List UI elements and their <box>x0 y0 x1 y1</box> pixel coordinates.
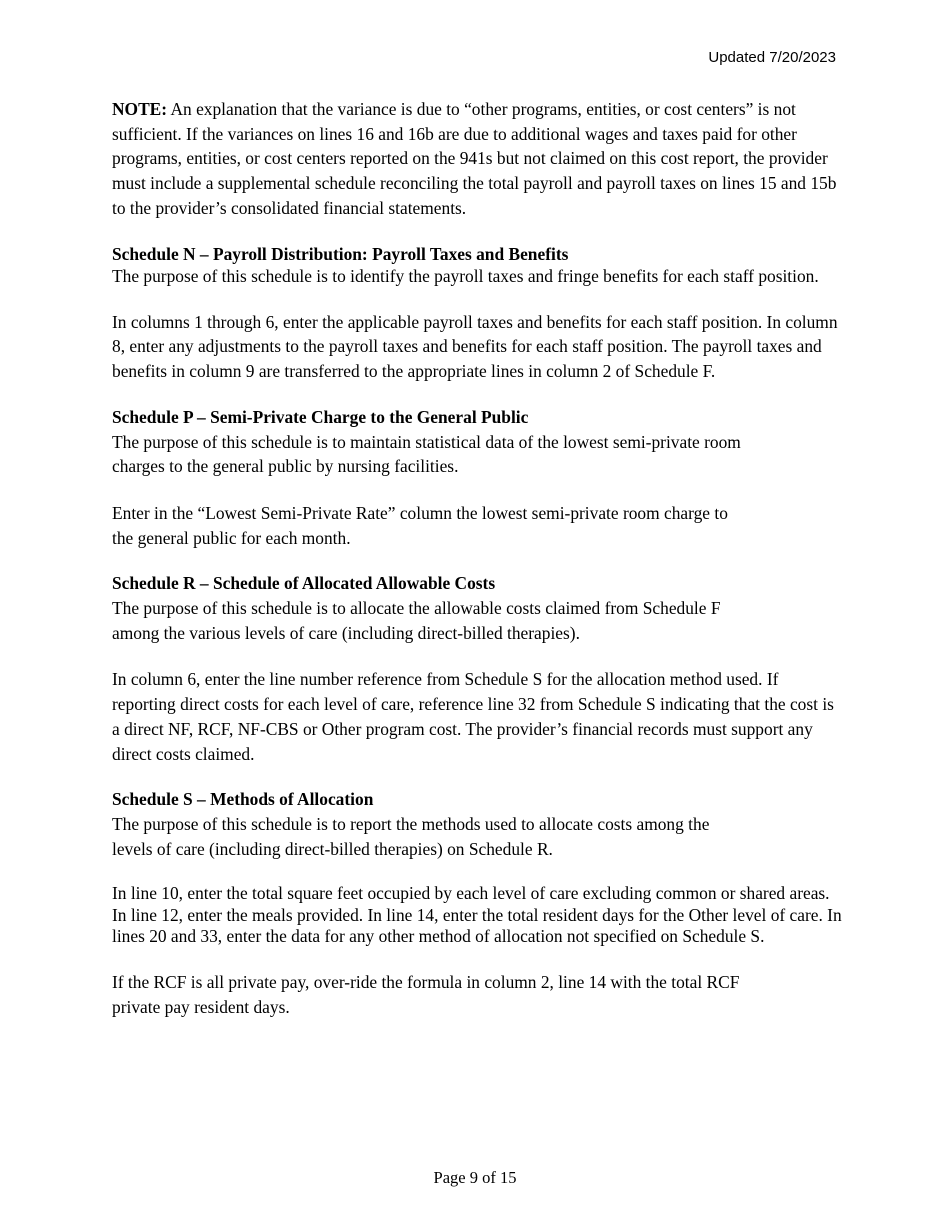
schedule-s-rcf-note <box>112 970 842 1019</box>
schedule-s-purpose-line-1: The purpose of this schedule is to report the methods used to allocate costs among the <box>112 813 710 834</box>
updated-date: Updated 7/20/2023 <box>708 49 836 66</box>
schedule-s-instructions: In line 10, enter the total square feet occupied by each level of care excluding common or shared areas. In line 12, enter the meals provided. In line 14, enter the total resident days for the Other level of care. In lines 20 and 33, enter the data for any other method of allocation not specified on Schedule S. <box>112 883 842 947</box>
schedule-s-rcf-line-1: If the RCF is all private pay, over-ride the formula in column 2, line 14 with the total RCF <box>112 971 740 992</box>
schedule-p-instructions-line-1: Enter in the “Lowest Semi-Private Rate” column the lowest semi-private room charge to <box>112 502 728 523</box>
document-body <box>112 97 842 1019</box>
schedule-s-purpose <box>112 812 842 861</box>
schedule-r-instructions: In column 6, enter the line number reference from Schedule S for the allocation method used. If reporting direct costs for each level of care, reference line 32 from Schedule S indicating that the cost is a direct NF, RCF, NF-CBS or Other program cost. The provider’s financial records must support any direct costs claimed. <box>112 669 834 764</box>
schedule-r-purpose <box>112 596 842 645</box>
schedule-n-instructions: In columns 1 through 6, enter the applicable payroll taxes and benefits for each staff position. In column 8, enter any adjustments to the payroll taxes and benefits for each staff position. The payroll taxes and benefits in column 9 are transferred to the appropriate lines in column 2 of Schedule F. <box>112 311 838 382</box>
schedule-p-heading: Schedule P – Semi-Private Charge to the General Public <box>112 406 529 427</box>
schedule-p-purpose-line-1: The purpose of this schedule is to maintain statistical data of the lowest semi-private room <box>112 431 741 452</box>
note-text: An explanation that the variance is due to “other programs, entities, or cost centers” is not sufficient. If the variances on lines 16 and 16b are due to additional wages and taxes paid for other programs, entities, or cost centers reported on the 941s but not claimed on this cost report, the provider must include a supplemental schedule reconciling the total payroll and payroll taxes on lines 15 and 15b to the provider’s consolidated financial statements. <box>112 99 837 218</box>
schedule-p-instructions <box>112 501 842 550</box>
note-paragraph <box>112 97 842 221</box>
schedule-n-purpose: The purpose of this schedule is to identify the payroll taxes and fringe benefits for each staff position. <box>112 266 819 287</box>
schedule-s-purpose-line-2: levels of care (including direct-billed therapies) on Schedule R. <box>112 838 553 859</box>
schedule-p-purpose-line-2: charges to the general public by nursing facilities. <box>112 456 459 477</box>
schedule-s-heading: Schedule S – Methods of Allocation <box>112 789 374 810</box>
note-label: NOTE: <box>112 99 168 119</box>
schedule-p-purpose <box>112 430 842 479</box>
page-number: Page 9 of 15 <box>433 1168 517 1187</box>
schedule-r-purpose-line-2: among the various levels of care (including direct-billed therapies). <box>112 622 580 643</box>
schedule-s-rcf-line-2: private pay resident days. <box>112 996 290 1017</box>
schedule-r-purpose-line-1: The purpose of this schedule is to allocate the allowable costs claimed from Schedule F <box>112 598 721 619</box>
schedule-r-heading: Schedule R – Schedule of Allocated Allowable Costs <box>112 573 496 594</box>
schedule-p-instructions-line-2: the general public for each month. <box>112 527 351 548</box>
schedule-n-heading: Schedule N – Payroll Distribution: Payroll Taxes and Benefits <box>112 243 569 264</box>
